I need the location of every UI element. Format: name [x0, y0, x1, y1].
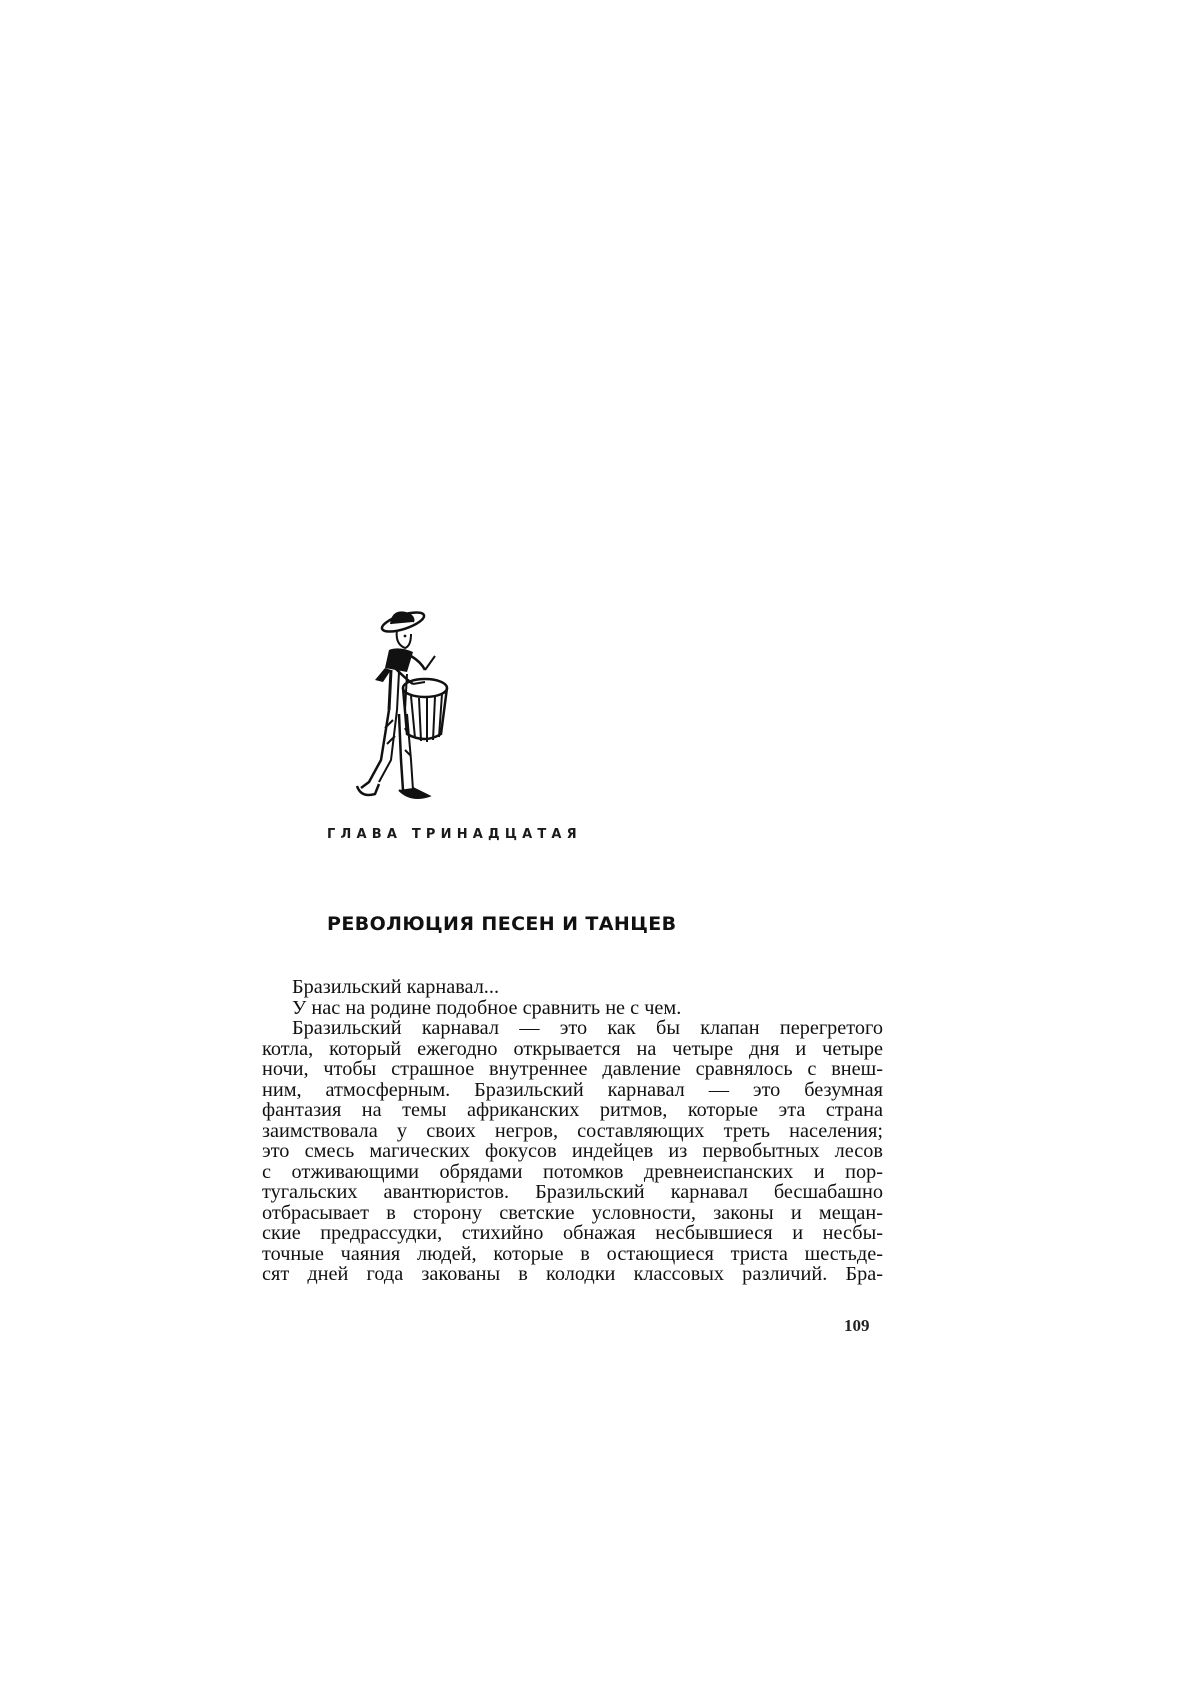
body-line: заимствовала у своих негров, составляющих треть населения;: [262, 1119, 883, 1142]
chapter-label: ГЛАВА ТРИНАДЦАТАЯ: [327, 827, 582, 842]
body-line: У нас на родине подобное сравнить не с чем.: [292, 996, 682, 1019]
body-text: [262, 977, 883, 1285]
body-line: Бразильский карнавал...: [292, 976, 500, 998]
chapter-title: РЕВОЛЮЦИЯ ПЕСЕН И ТАНЦЕВ: [327, 913, 677, 935]
body-line: точные чаяния людей, которые в остающиеся триста шестьде-: [262, 1242, 883, 1265]
body-line: с отживающими обрядами потомков древнеиспанских и пор-: [262, 1160, 883, 1183]
body-line: это смесь магических фокусов индейцев из первобытных лесов: [262, 1140, 883, 1162]
body-line: отбрасывает в сторону светские условности, законы и мещан-: [262, 1201, 883, 1224]
drummer-illustration-icon: [355, 610, 455, 806]
body-line: фантазия на темы африканских ритмов, которые эта страна: [262, 1099, 883, 1121]
body-line: ночи, чтобы страшное внутреннее давление сравнялось с внеш-: [262, 1058, 883, 1080]
body-line: ские предрассудки, стихийно обнажая несбывшиеся и несбы-: [262, 1222, 883, 1244]
body-line: Бразильский карнавал — это как бы клапан перегретого: [292, 1017, 883, 1039]
body-line: тугальских авантюристов. Бразильский карнавал бесшабашно: [262, 1181, 883, 1203]
body-line: котла, который ежегодно открывается на четыре дня и четыре: [262, 1037, 883, 1060]
page-number: 109: [844, 1316, 870, 1335]
body-line: сят дней года закованы в колодки классовых различий. Бра-: [262, 1263, 883, 1285]
body-line: ним, атмосферным. Бразильский карнавал — это безумная: [262, 1078, 883, 1101]
